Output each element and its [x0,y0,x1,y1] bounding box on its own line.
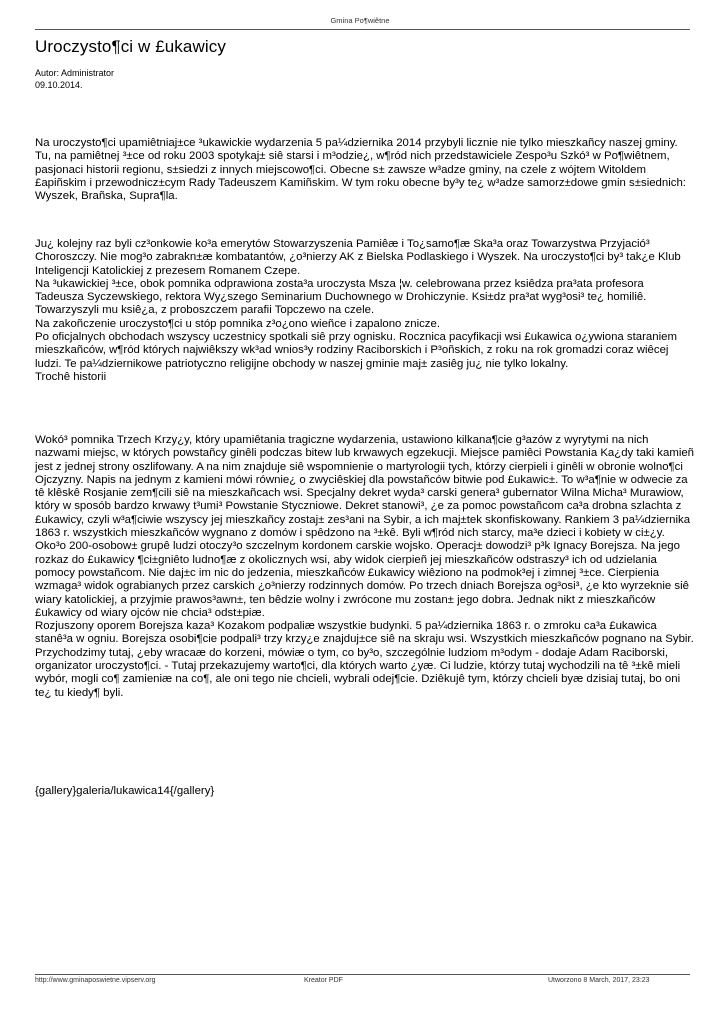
article-author: Autor: Administrator [35,68,115,78]
paragraph-block-ceremony [35,238,695,384]
paragraph-text: Po oficjalnych obchodach wszyscy uczestnicy spotkali siê przy ognisku. Rocznica pacyfikacji wsi £ukawica o¿ywiona staraniem mieszkañców, w¶ród których najwiêkszy wk³ad wnios³y rodziny Raciborskich i P³oñskich, z roku na rok gromadzi coraz wiêcej ludzi. Te pa¼dziernikowe patriotyczno religijne obchody w naszej gminie maj± zasiêg ju¿ nie tylko lokalny. [35,331,677,370]
article-meta [35,67,114,91]
footer-created: Utworzono 8 March, 2017, 23:23 [548,977,650,984]
article-title: Uroczysto¶ci w £ukawicy [35,37,226,56]
section-heading-history: Trochê historii [35,370,107,383]
site-header: Gmina Po¶wiêtne [330,16,390,25]
gallery-tag: {gallery}galeria/lukawica14{/gallery} [35,785,215,797]
footer-url[interactable]: http://www.gminaposwietne.vipserv.org [35,977,156,984]
paragraph-text: Na uroczysto¶ci upamiêtniaj±ce ³ukawickie wydarzenia 5 pa¼dziernika 2014 przybyli licznie nie tylko mieszkañcy naszej gminy. Tu, na pamiêtnej ³±ce od roku 2003 spotykaj± siê starsi i m³odzie¿, w¶ród nich przedstawiciele Zespo³u Szkó³ w Po¶wiêtnem, pasjonaci historii regionu, s±siedzi z innych miejscowo¶ci. Obecne s± zawsze w³adze gminy, na czele z wójtem Witoldem £apiñskim i przewodnicz±cym Rady Tadeuszem Kamiñskim. W tym roku obecne by³y te¿ w³adze samorz±dowe gmin s±siednich: Wyszek, Brañska, Supra¶la. [35,137,686,203]
footer-generator: Kreator PDF [304,977,343,984]
paragraph-text: Rozjuszony oporem Borejsza kaza³ Kozakom podpaliæ wszystkie budynki. 5 pa¼dziernika 1863 r. o zmroku ca³a £ukawica stanê³a w ogniu. Borejsza osobi¶cie podpali³ trzy krzy¿e znajduj±ce siê na skraju wsi. Wszystkich mieszkañców pognano na Sybir. [35,620,694,646]
paragraph-text: Przychodzimy tutaj, ¿eby wracaæ do korzeni, mówiæ o tym, co by³o, szczególnie ludziom m³odym - dodaje Adam Raciborski, organizator uroczysto¶ci. - Tutaj przekazujemy warto¶ci, dla których warto ¿yæ. Ci ludzie, którzy tutaj wychodzili na tê ³±kê mieli wybór, mogli co¶ zamieniæ na co¶, ale oni tego nie chcieli, wybrali odej¶cie. Dziêkujê tym, którzy chcieli byæ dzisiaj tutaj, bo oni te¿ tu kiedy¶ byli. [35,646,681,699]
paragraph-text: Ju¿ kolejny raz byli cz³onkowie ko³a emerytów Stowarzyszenia Pamiêæ i To¿samo¶æ Ska³a oraz Towarzystwa Przyjació³ Choroszczy. Nie mog³o zabrakn±æ kombatantów, ¿o³nierzy AK z Bielska Podlaskiego i Wyszek. Na uroczysto¶ci by³ tak¿e Klub Inteligencji Katolickiej z prezesem Romanem Czepe. [35,238,681,277]
paragraph-text: Wokó³ pomnika Trzech Krzy¿y, który upamiêtania tragiczne wydarzenia, ustawiono kilkana¶cie g³azów z wyrytymi na nich nazwami miejsc, w których powstañcy ginêli podczas bitew lub krwawych egzekucji. Miejsce pamiêci Powstania Ka¿dy taki kamieñ jest z jednej strony oszlifowany. A na nim znajduje siê wspomnienie o martyrologii tych, którzy cierpieli i ginêli w obronie wolno¶ci Ojczyzny. Napis na jednym z kamieni mówi równie¿ o zwyciêskiej dla powstañców bitwie pod £ukawic±. To w³a¶nie w odwecie za tê klêskê Rosjanie zem¶cili siê na mieszkañcach wsi. Specjalny dekret wyda³ carski genera³ gubernator Wilna Micha³ Murawiow, który w sposób bardzo krwawy t³umi³ Powstanie Styczniowe. Dekret stanowi³, ¿e za pomoc powstañcom ca³a drobna szlachta z £ukawicy, czyli w³a¶ciwie wszyscy jej mieszkañcy zostaj± zes³ani na Sybir, a ich maj±tek skonfiskowany. Rankiem 3 pa¼dziernika 1863 r. wszystkich mieszkañców wygnano z domów i spêdzono na ³±kê. Byli w¶ród nich starcy, ma³e dzieci i kobiety w ci±¿y. Oko³o 200-osobow± grupê ludzi otoczy³o szczelnym kordonem carskie wojsko. Operacj± dowodzi³ p³k Ignacy Borejsza. Na jego rozkaz do £ukawicy ¶ci±gniêto ludno¶æ z okolicznych wsi, aby widok cierpieñ jej mieszkañców odstraszy³ ich od udzielania pomocy powstañcom. Nie daj±c im nic do jedzenia, mieszkañców £ukawicy wiêziono na podmok³ej i zimnej ³±ce. Cierpienia wzmaga³ widok ograbianych przez carskich ¿o³nierzy rodzinnych domów. Po trzech dniach Borejsza og³osi³, ¿e kto wyrzeknie siê wiary katolickiej, a przyjmie prawos³awn±, ten bêdzie wolny i zwrócone mu zostan± jego dobra. Jednak nikt z mieszkañców £ukawicy od wiary ojców nie chcia³ odst±piæ. [35,434,695,619]
footer-divider [35,974,690,975]
paragraph-intro [35,137,695,203]
paragraph-block-history [35,434,695,700]
paragraph-text: Na zakoñczenie uroczysto¶ci u stóp pomnika z³o¿ono wieñce i zapalono znicze. [35,317,440,330]
gallery-placeholder [35,785,695,798]
paragraph-text: Na ³ukawickiej ³±ce, obok pomnika odprawiona zosta³a uroczysta Msza ¦w. celebrowana przez ksiêdza pra³ata profesora Tadeusza Syczewskiego, rektora Wy¿szego Seminarium Duchownego w Drohiczynie. Ksi±dz pra³at wyg³osi³ te¿ homiliê. Towarzyszyli mu ksiê¿a, z proboszczem parafii Topczewo na czele. [35,277,647,317]
article-date: 09.10.2014. [35,80,83,90]
header-divider [35,29,690,30]
